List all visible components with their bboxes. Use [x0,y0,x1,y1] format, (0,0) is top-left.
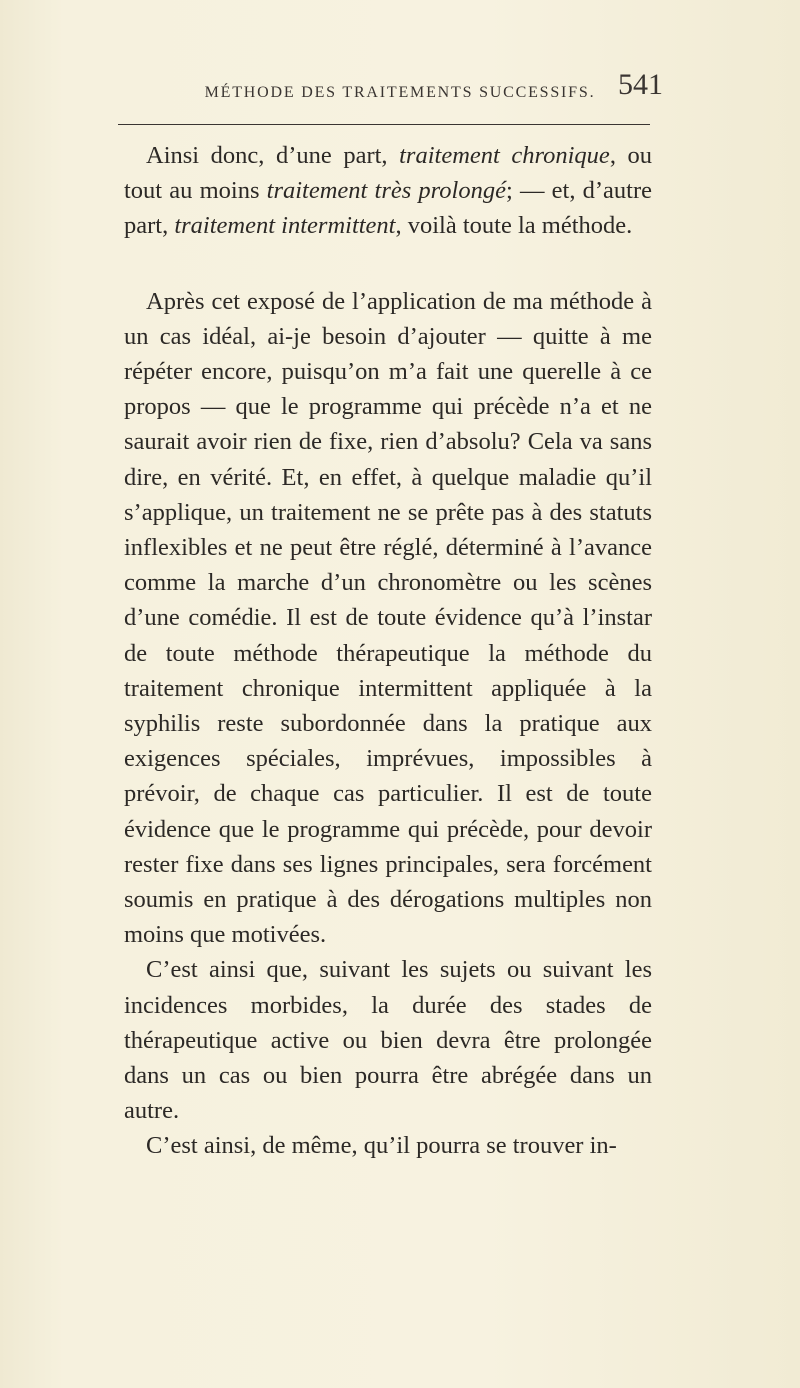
p1-text-3: ; — et, d’autre part, [124,177,652,240]
p1-italic-3: traitement intermittent [174,212,396,240]
page-number: 541 [618,68,663,101]
running-head: MÉTHODE DES TRAITEMENTS SUCCESSIFS. [204,84,596,101]
p1-text-4: , voilà toute la méthode. [395,212,633,240]
p1-text-2: , ou tout au moins [124,142,653,205]
paragraph-2: Après cet exposé de l’application de ma méthode à un cas idéal, ai-je besoin d’ajouter — quitte à me répéter encore, puisqu’on m’a fait une querelle à ce propos — que le programme qui précède n’a et ne saurait avoir rien de fixe, rien d’absolu? Cela va sans dire, en vérité. Et, en effet, à quelque maladie qu’il s’applique, un traitement ne se prête pas à des statuts inflexibles et ne peut être réglé, déterminé à l’avance comme la marche d’un chronomètre ou les scènes d’une comédie. Il est de toute évidence qu’à l’instar de toute méthode thérapeutique la méthode du traitement chronique intermittent appliquée à la syphilis reste subordonnée dans la pratique aux exigences spéciales, imprévues, impossibles à prévoir, de chaque cas particulier. Il est de toute évidence que le programme qui précède, pour devoir rester fixe dans ses lignes principales, sera forcément soumis en pratique à des dérogations multiples non moins que motivées. [124,287,652,949]
p1-italic-1: traitement chronique [399,142,610,169]
paragraph-4: C’est ainsi, de même, qu’il pourra se trouver in- [146,1132,617,1160]
p1-italic-2: traitement très prolongé [266,177,506,205]
header-rule [118,124,650,125]
paragraph-1 [124,138,652,244]
paragraph-3: C’est ainsi que, suivant les sujets ou suivant les incidences morbides, la durée des stades de thérapeutique active ou bien devra être prolongée dans un cas ou bien pourra être abrégée dans un autre. [124,956,652,1125]
p1-text-1: Ainsi donc, d’une part, [146,142,400,169]
body-text [124,138,652,1164]
